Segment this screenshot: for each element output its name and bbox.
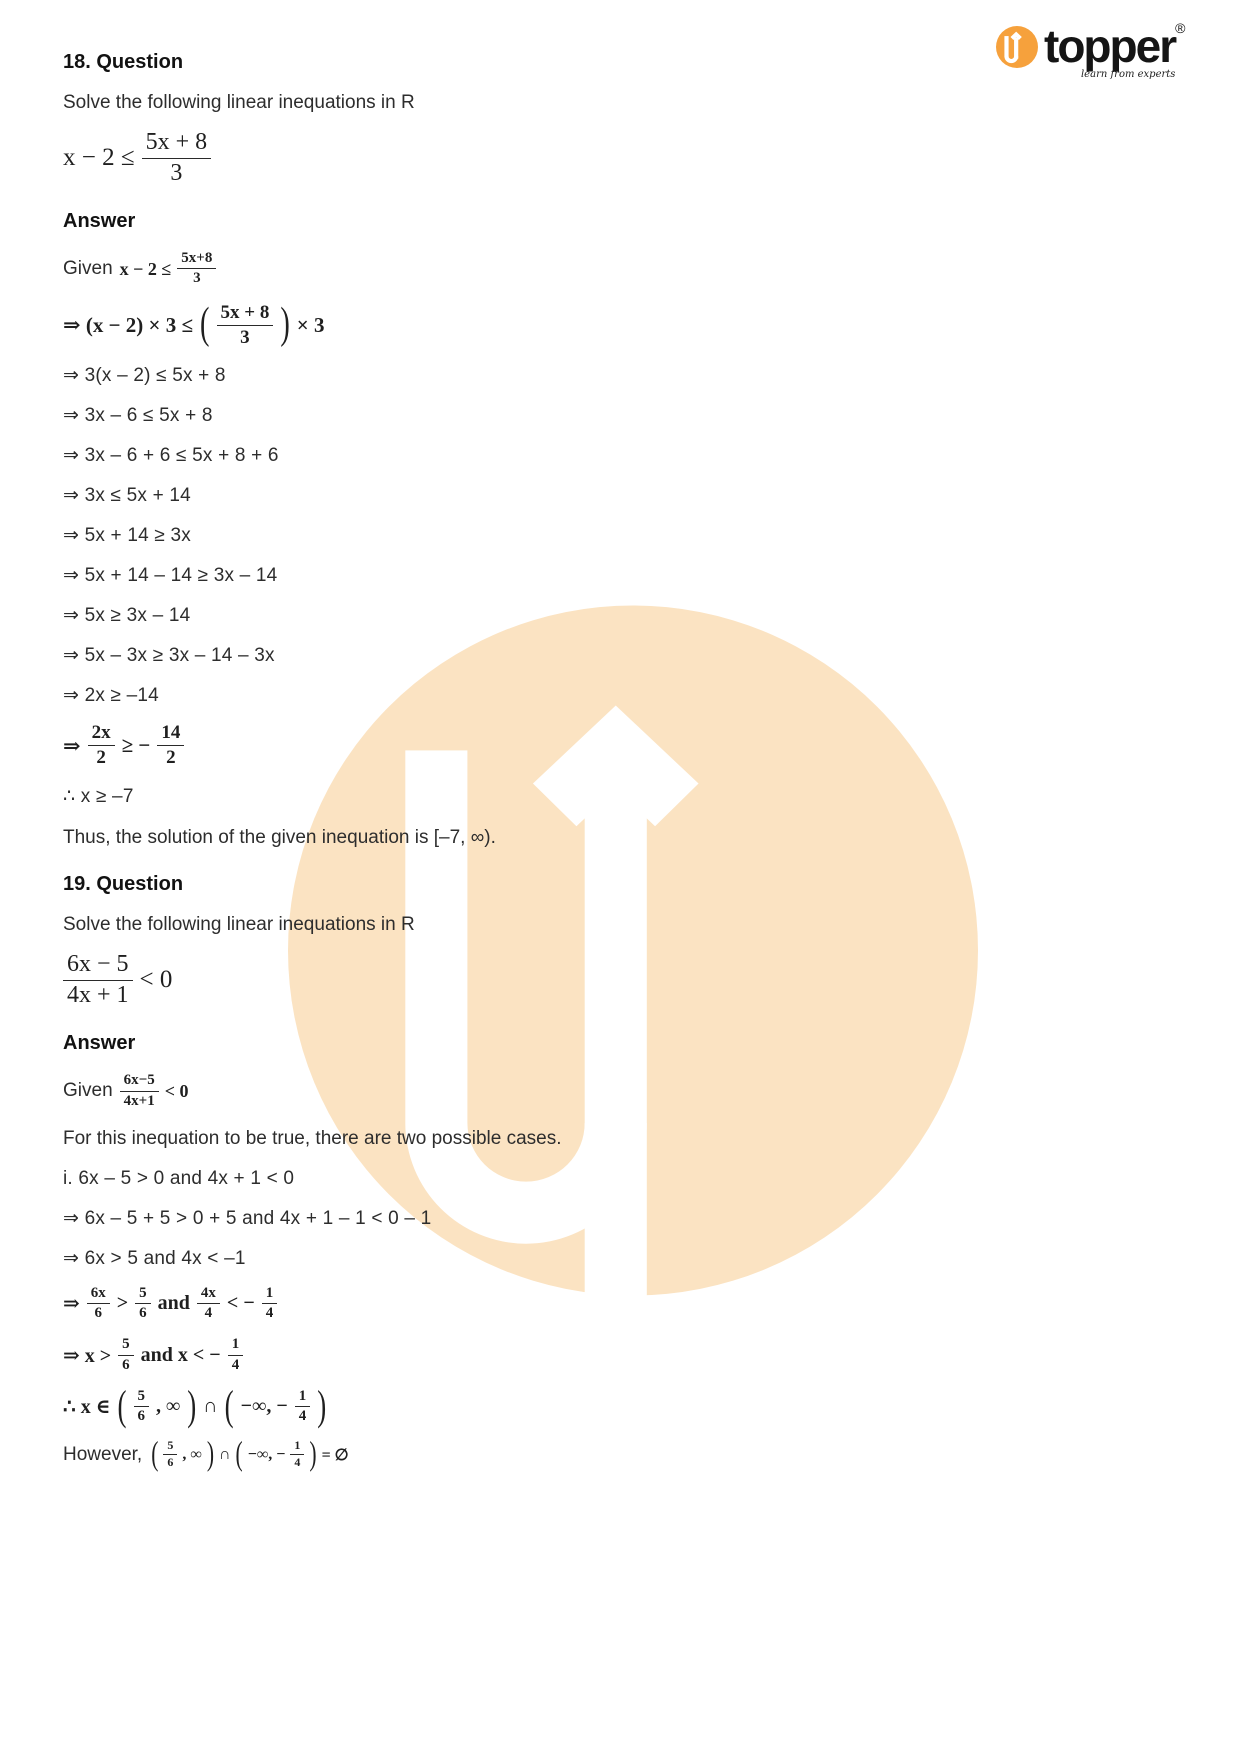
solution-step: ⇒ 5x + 14 ≥ 3x: [63, 525, 191, 547]
given-math: [120, 250, 217, 288]
given-label: Given: [63, 1080, 113, 1102]
division-step-line: [63, 722, 1043, 769]
open-paren: (: [151, 1434, 159, 1472]
close-paren: ): [280, 299, 290, 349]
logo-arrow-shaft: [1014, 38, 1018, 59]
solution-step: ⇒ 5x + 14 – 14 ≥ 3x – 14: [63, 565, 278, 587]
however-math: [151, 1434, 349, 1472]
fraction: $\frac{6x-5}{4x+1}$: [120, 1072, 159, 1110]
fraction: $\frac{5x + 8}{3}$: [217, 302, 274, 349]
math-prefix: ⇒: [63, 733, 81, 758]
fraction: $\frac{1}{4}$: [290, 1439, 304, 1470]
close-paren: ): [317, 1382, 327, 1429]
fraction: $\frac{5x + 8}{3}$: [142, 129, 212, 187]
close-paren: ): [187, 1382, 197, 1429]
multiply-step-line: [63, 299, 1043, 349]
fraction: $\frac{6x}{6}$: [87, 1285, 110, 1323]
fraction: $\frac{6x - 5}{4x + 1}$: [63, 951, 133, 1009]
given-label: Given: [63, 257, 113, 279]
given-math: [120, 1072, 189, 1110]
question-19-heading: 19. Question: [63, 873, 184, 896]
infinity-part: , ∞: [156, 1395, 181, 1417]
solution-step: ⇒ 3x ≤ 5x + 14: [63, 485, 191, 507]
cases-text: For this inequation to be true, there are two possible cases.: [63, 1127, 562, 1149]
fraction: $\frac{4x}{4}$: [197, 1285, 220, 1323]
question-18-equation: [63, 129, 1043, 187]
question-18-prompt: Solve the following linear inequations in R: [63, 92, 415, 113]
given-line-18: [63, 250, 1043, 288]
math-prefix: ∴ x ∈: [63, 1396, 111, 1418]
conclusion-18: ∴ x ≥ –7: [63, 786, 134, 808]
neg-infinity-part: −∞, −: [247, 1445, 286, 1463]
open-paren: (: [224, 1382, 234, 1429]
solution-step: ⇒ 6x – 5 + 5 > 0 + 5 and 4x + 1 – 1 < 0 – 1: [63, 1207, 432, 1229]
fraction: $\frac{5}{6}$: [163, 1439, 177, 1470]
answer-18-heading: Answer: [63, 210, 136, 233]
fraction: $\frac{1}{4}$: [295, 1388, 311, 1426]
fraction: $\frac{2x}{2}$: [88, 722, 115, 769]
intersection-symbol: ∩: [203, 1395, 218, 1417]
fraction: $\frac{1}{4}$: [262, 1285, 278, 1323]
fraction-step-line-1: [63, 1285, 1043, 1323]
infinity-part: , ∞: [182, 1445, 202, 1463]
utopper-logo: [996, 20, 1186, 80]
solution-step: ⇒ 3x – 6 + 6 ≤ 5x + 8 + 6: [63, 445, 279, 467]
question-19-prompt: Solve the following linear inequations in R: [63, 914, 415, 936]
eq-lhs: x − 2 ≤: [63, 144, 135, 172]
math-prefix: ⇒ x >: [63, 1344, 112, 1367]
solution-text-18: Thus, the solution of the given inequation is [–7, ∞).: [63, 827, 496, 849]
fraction: $\frac{5}{6}$: [134, 1388, 150, 1426]
however-line: [63, 1434, 1043, 1472]
empty-set-result: = ∅: [321, 1446, 349, 1464]
logo-tagline: learn from experts: [1080, 69, 1176, 80]
close-paren: ): [206, 1434, 215, 1472]
solution-step: ⇒ 5x – 3x ≥ 3x – 14 – 3x: [63, 645, 275, 667]
relation: < 0: [164, 1081, 189, 1101]
given-lhs: x − 2 ≤: [119, 258, 172, 279]
given-line-19: [63, 1072, 1043, 1110]
math-suffix: × 3: [296, 312, 325, 337]
solution-step: ⇒ 3(x – 2) ≤ 5x + 8: [63, 365, 226, 387]
relation: >: [116, 1292, 129, 1314]
close-paren: ): [309, 1434, 317, 1472]
question-19-equation: [63, 951, 1043, 1009]
connector: and: [157, 1292, 190, 1314]
fraction: $\frac{5x+8}{3}$: [177, 250, 216, 288]
solution-step: ⇒ 5x ≥ 3x – 14: [63, 605, 191, 627]
connector: and x < −: [140, 1343, 221, 1366]
open-paren: (: [200, 299, 210, 349]
logo-text-block: [1044, 20, 1186, 80]
question-18-heading: 18. Question: [63, 51, 184, 73]
neg-infinity-part: −∞, −: [240, 1395, 288, 1417]
solution-step: ⇒ 3x – 6 ≤ 5x + 8: [63, 405, 213, 427]
relation: ≥ −: [121, 733, 151, 758]
registered-mark: ®: [1175, 20, 1186, 36]
solution-step: i. 6x – 5 > 0 and 4x + 1 < 0: [63, 1167, 295, 1189]
logo-brand-text: topper: [1044, 20, 1176, 72]
answer-19-heading: Answer: [63, 1032, 136, 1055]
intersection-symbol: ∩: [219, 1445, 231, 1463]
interval-conclusion-line: [63, 1382, 1043, 1429]
open-paren: (: [117, 1382, 127, 1429]
open-paren: (: [235, 1434, 243, 1472]
solutions-content: [63, 50, 1043, 1470]
however-label: However,: [63, 1443, 143, 1465]
solution-step: ⇒ 6x > 5 and 4x < –1: [63, 1247, 246, 1269]
fraction-step-line-2: [63, 1336, 1043, 1374]
fraction: $\frac{14}{2}$: [157, 722, 184, 769]
solution-step: ⇒ 2x ≥ –14: [63, 685, 159, 707]
relation: < 0: [139, 966, 173, 994]
math-prefix: ⇒ (x − 2) × 3 ≤: [63, 313, 194, 338]
utopper-logo-mark: [996, 26, 1038, 68]
fraction: $\frac{5}{6}$: [118, 1336, 134, 1374]
relation: < −: [226, 1292, 255, 1314]
fraction: $\frac{1}{4}$: [228, 1336, 244, 1374]
fraction: $\frac{5}{6}$: [135, 1285, 151, 1323]
math-prefix: ⇒: [63, 1293, 80, 1315]
logo-u-left-bar: [1004, 36, 1008, 57]
